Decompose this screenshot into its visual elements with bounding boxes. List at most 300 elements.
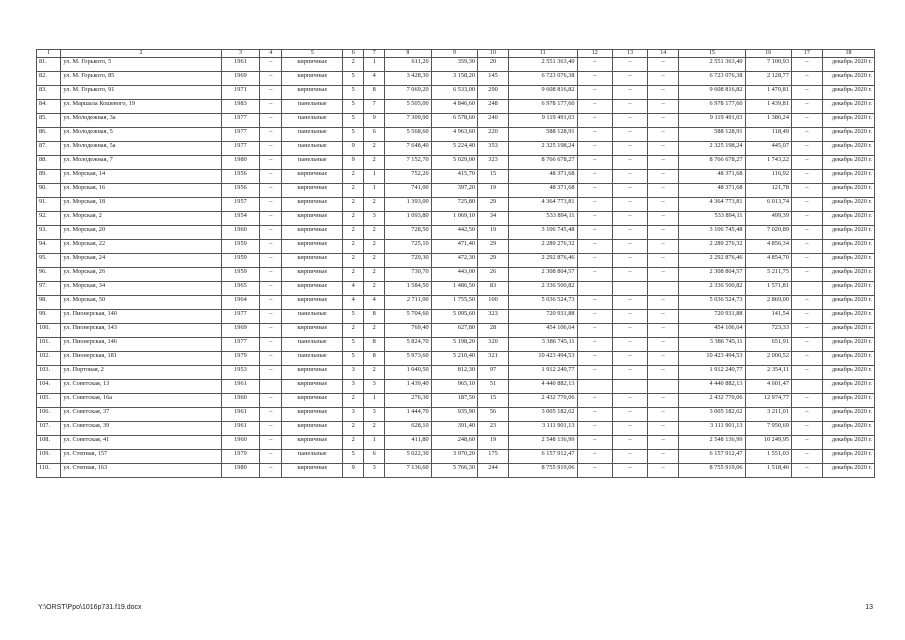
table-cell [612, 282, 647, 296]
table-cell: – [791, 184, 822, 198]
table-cell: 588 128,91 [509, 128, 578, 142]
document-path: Y:\ORST\Ppo\1016p731.f19.docx [38, 604, 142, 611]
table-cell: – [612, 310, 647, 324]
table-cell: 533 894,11 [509, 212, 578, 226]
table-cell: 1 912 240,77 [679, 366, 745, 380]
table-cell: 5 [343, 338, 364, 352]
table-row [37, 338, 875, 352]
table-cell: 2 [364, 254, 385, 268]
header-cell: 10 [478, 50, 509, 58]
table-cell: – [791, 450, 822, 464]
table-cell: 15 [478, 394, 509, 408]
table-cell: 8 [364, 310, 385, 324]
table-cell: 9 608 816,82 [509, 86, 578, 100]
header-cell: 13 [612, 50, 647, 58]
table-cell: декабрь 2020 г. [822, 394, 874, 408]
table-cell: – [260, 184, 282, 198]
table-cell: – [791, 226, 822, 240]
table-cell: 10 423 494,53 [509, 352, 578, 366]
table-cell: ул. Советская, 41 [61, 436, 221, 450]
table-cell: 4 364 773,81 [509, 198, 578, 212]
table-cell: 9 [343, 142, 364, 156]
table-cell [648, 380, 679, 394]
table-cell: ул. Морская, 2 [61, 212, 221, 226]
table-cell: 6 533,00 [431, 86, 477, 100]
table-cell: 6 978 177,60 [509, 100, 578, 114]
table-cell: – [648, 324, 679, 338]
table-row [37, 324, 875, 338]
table-cell: – [260, 422, 282, 436]
table-cell: 1959 [221, 240, 260, 254]
table-cell: ул. Молодежная, 7 [61, 156, 221, 170]
table-row [37, 310, 875, 324]
table-cell [612, 380, 647, 394]
table-cell: 4 440 882,13 [679, 380, 745, 394]
table-cell: 1964 [221, 296, 260, 310]
table-cell: – [260, 324, 282, 338]
table-cell: 100. [37, 324, 61, 338]
table-row [37, 380, 875, 394]
table-cell: – [648, 408, 679, 422]
table-cell: – [260, 352, 282, 366]
table-cell: – [260, 254, 282, 268]
table-cell: – [612, 226, 647, 240]
table-cell: – [612, 198, 647, 212]
table-cell: 533 894,11 [679, 212, 745, 226]
table-cell: декабрь 2020 г. [822, 310, 874, 324]
table-cell: 95. [37, 254, 61, 268]
table-cell: 2 [343, 254, 364, 268]
table-cell: 109. [37, 450, 61, 464]
table-cell: 3 005 182,62 [509, 408, 578, 422]
table-cell: 7 950,69 [745, 422, 791, 436]
table-cell: 2 548 136,99 [509, 436, 578, 450]
table-cell: декабрь 2020 г. [822, 128, 874, 142]
header-cell: 5 [282, 50, 343, 58]
table-cell: – [648, 114, 679, 128]
table-cell: 4 846,60 [431, 100, 477, 114]
table-cell: 3 211,01 [745, 408, 791, 422]
table-cell: 2 [343, 268, 364, 282]
table-cell: ул. Морская, 14 [61, 170, 221, 184]
table-cell: 5 [343, 352, 364, 366]
table-cell: декабрь 2020 г. [822, 212, 874, 226]
table-cell: 9 [343, 464, 364, 478]
table-row [37, 100, 875, 114]
table-cell: – [612, 254, 647, 268]
table-cell: – [612, 184, 647, 198]
table-cell: – [260, 296, 282, 310]
table-cell: декабрь 2020 г. [822, 142, 874, 156]
table-cell: 728,50 [385, 226, 431, 240]
table-cell: – [260, 464, 282, 478]
table-cell: декабрь 2020 г. [822, 198, 874, 212]
table-cell: 1959 [221, 254, 260, 268]
table-cell: 3 [343, 366, 364, 380]
table-cell: ул. Пионерская, 146 [61, 338, 221, 352]
table-cell: 3 106 745,48 [679, 226, 745, 240]
table-cell: – [791, 198, 822, 212]
table-cell: кирпичные [282, 170, 343, 184]
table-cell: 2 336 500,82 [679, 282, 745, 296]
table-cell: 359,30 [431, 58, 477, 72]
table-row [37, 254, 875, 268]
table-cell: 5 022,30 [385, 450, 431, 464]
table-cell: 2 325 198,24 [509, 142, 578, 156]
table-cell: – [791, 422, 822, 436]
table-cell: 56 [478, 408, 509, 422]
table-cell: 15 [478, 170, 509, 184]
table-cell: – [260, 310, 282, 324]
table-cell: 812,30 [431, 366, 477, 380]
table-cell: – [577, 254, 612, 268]
table-cell: декабрь 2020 г. [822, 282, 874, 296]
table-cell: – [612, 338, 647, 352]
table-row [37, 170, 875, 184]
table-cell: – [648, 212, 679, 226]
table-cell: – [612, 450, 647, 464]
table-cell: 1961 [221, 408, 260, 422]
table-cell: 19 [478, 436, 509, 450]
table-cell: 5 505,00 [385, 100, 431, 114]
table-cell: кирпичные [282, 282, 343, 296]
table-cell: 96. [37, 268, 61, 282]
table-row [37, 450, 875, 464]
table-cell: 6 013,74 [745, 198, 791, 212]
table-cell: 323 [478, 156, 509, 170]
table-row [37, 142, 875, 156]
table-cell: 1977 [221, 310, 260, 324]
table-cell: 1983 [221, 100, 260, 114]
table-row [37, 198, 875, 212]
table-cell: 110. [37, 464, 61, 478]
table-cell: 2 [364, 142, 385, 156]
table-cell: 3 111 901,13 [679, 422, 745, 436]
table-cell: ул. Советская, 16а [61, 394, 221, 408]
table-cell: – [260, 156, 282, 170]
table-cell: 121,78 [745, 184, 791, 198]
table-cell: 1 551,03 [745, 450, 791, 464]
table-cell: декабрь 2020 г. [822, 422, 874, 436]
table-row [37, 212, 875, 226]
table-row [37, 422, 875, 436]
table-cell: кирпичные [282, 212, 343, 226]
header-cell: 9 [431, 50, 477, 58]
table-cell: декабрь 2020 г. [822, 436, 874, 450]
table-cell: – [612, 170, 647, 184]
table-cell: 5 211,75 [745, 268, 791, 282]
table-cell: 2 [343, 170, 364, 184]
table-cell: 1979 [221, 450, 260, 464]
table-cell: 1961 [221, 380, 260, 394]
table-cell: 82. [37, 72, 61, 86]
table-cell: 7 100,93 [745, 58, 791, 72]
table-cell: 118,49 [745, 128, 791, 142]
table-cell: 92. [37, 212, 61, 226]
table-cell: 19 [478, 226, 509, 240]
table-cell: 3 970,20 [431, 450, 477, 464]
table-cell: 2 [343, 212, 364, 226]
table-cell: ул. Советская, 39 [61, 422, 221, 436]
header-cell: 3 [221, 50, 260, 58]
table-cell: 240 [478, 114, 509, 128]
table-cell: 1 [364, 394, 385, 408]
table-cell: 443,00 [431, 268, 477, 282]
table-cell: – [260, 212, 282, 226]
table-cell: 2 [364, 240, 385, 254]
table-cell: – [612, 142, 647, 156]
table-cell: 2 869,00 [745, 296, 791, 310]
table-cell: 48 371,68 [509, 170, 578, 184]
table-cell: – [648, 142, 679, 156]
table-cell: 1960 [221, 394, 260, 408]
table-cell: 6 157 912,47 [509, 450, 578, 464]
table-cell: 116,92 [745, 170, 791, 184]
table-cell: 411,80 [385, 436, 431, 450]
table-cell: 9 608 816,82 [679, 86, 745, 100]
table-cell: кирпичные [282, 422, 343, 436]
table-cell: кирпичные [282, 72, 343, 86]
table-cell: декабрь 2020 г. [822, 114, 874, 128]
table-cell: 2 432 770,06 [679, 394, 745, 408]
table-cell: 106. [37, 408, 61, 422]
table-cell: – [577, 436, 612, 450]
table-cell: ул. Степная, 157 [61, 450, 221, 464]
table-row [37, 352, 875, 366]
table-cell: панельные [282, 310, 343, 324]
header-cell: 11 [509, 50, 578, 58]
table-cell: 290 [478, 86, 509, 100]
table-cell: 7 [364, 100, 385, 114]
table-cell: – [612, 128, 647, 142]
table-cell: 8 [364, 86, 385, 100]
table-cell: 2 336 500,82 [509, 282, 578, 296]
table-cell: 105. [37, 394, 61, 408]
table-cell: 2 308 804,57 [509, 268, 578, 282]
table-cell: 100 [478, 296, 509, 310]
table-cell: 2 292 876,46 [509, 254, 578, 268]
table-cell: – [612, 394, 647, 408]
table-cell: 104. [37, 380, 61, 394]
table-cell: 720 931,88 [679, 310, 745, 324]
table-cell: – [612, 268, 647, 282]
table-cell: – [612, 464, 647, 478]
table-cell: панельные [282, 450, 343, 464]
header-row [37, 50, 875, 58]
table-cell: 29 [478, 198, 509, 212]
table-row [37, 128, 875, 142]
table-cell: 1 069,10 [431, 212, 477, 226]
table-cell: 1 571,81 [745, 282, 791, 296]
table-row [37, 268, 875, 282]
table-cell [260, 380, 282, 394]
table-cell: – [648, 338, 679, 352]
table-cell: 48 371,68 [679, 184, 745, 198]
table-cell: кирпичные [282, 58, 343, 72]
table-cell: 108. [37, 436, 61, 450]
table-cell: 97. [37, 282, 61, 296]
table-cell: 6 [364, 128, 385, 142]
table-cell: – [648, 226, 679, 240]
table-cell: 454 106,64 [679, 324, 745, 338]
table-row [37, 464, 875, 478]
table-cell: 9 119 491,03 [679, 114, 745, 128]
table-cell [577, 380, 612, 394]
table-cell: – [260, 128, 282, 142]
table-cell: 4 [343, 296, 364, 310]
table-row [37, 394, 875, 408]
table-cell: кирпичные [282, 268, 343, 282]
table-cell: 1 393,00 [385, 198, 431, 212]
table-cell: 415,70 [431, 170, 477, 184]
table-cell: 1 [364, 170, 385, 184]
table-cell: 353 [478, 142, 509, 156]
table-cell: 88. [37, 156, 61, 170]
table-cell: – [648, 254, 679, 268]
table-cell: 1 [364, 58, 385, 72]
table-cell: декабрь 2020 г. [822, 324, 874, 338]
table-cell: 12 974,77 [745, 394, 791, 408]
table-cell: 2 [343, 422, 364, 436]
table-cell: 2 289 276,32 [679, 240, 745, 254]
table-cell: ул. Морская, 26 [61, 268, 221, 282]
table-cell: 2 292 876,46 [679, 254, 745, 268]
table-cell: – [577, 310, 612, 324]
table-cell: ул. Маршала Кошевого, 19 [61, 100, 221, 114]
table-cell: 1960 [221, 226, 260, 240]
table-cell: 471,40 [431, 240, 477, 254]
table-cell: – [260, 198, 282, 212]
table-cell: 4 [343, 282, 364, 296]
table-cell: 2 354,11 [745, 366, 791, 380]
table-cell: 3 386 745,11 [509, 338, 578, 352]
table-cell: – [612, 366, 647, 380]
table-cell: – [648, 422, 679, 436]
table-cell: – [791, 408, 822, 422]
table-cell: – [577, 240, 612, 254]
table-cell: – [648, 86, 679, 100]
table-cell: 725,10 [385, 240, 431, 254]
table-cell: 276,30 [385, 394, 431, 408]
table-cell: 2 [343, 58, 364, 72]
table-cell: – [260, 240, 282, 254]
table-cell: – [791, 254, 822, 268]
table-cell [648, 282, 679, 296]
table-cell: 720 931,88 [509, 310, 578, 324]
table-cell: декабрь 2020 г. [822, 338, 874, 352]
table-cell: 248 [478, 100, 509, 114]
table-cell: 2 [364, 198, 385, 212]
table-cell: 1953 [221, 366, 260, 380]
table-cell: 1 518,46 [745, 464, 791, 478]
table-cell: – [612, 436, 647, 450]
table-cell: 1 912 240,77 [509, 366, 578, 380]
table-cell: 1977 [221, 128, 260, 142]
table-cell: 8 [364, 338, 385, 352]
table-cell: 3 106 745,48 [509, 226, 578, 240]
table-cell: – [577, 450, 612, 464]
table-cell: кирпичные [282, 464, 343, 478]
table-cell: – [791, 170, 822, 184]
table-cell: 1961 [221, 58, 260, 72]
table-cell: 320 [478, 338, 509, 352]
table-cell: 1977 [221, 114, 260, 128]
table-cell: – [577, 72, 612, 86]
table-cell: 5 [343, 114, 364, 128]
table-cell: – [648, 58, 679, 72]
table-cell: кирпичные [282, 380, 343, 394]
table-cell: 2 128,77 [745, 72, 791, 86]
table-cell: 5 568,60 [385, 128, 431, 142]
table-cell: декабрь 2020 г. [822, 408, 874, 422]
table-cell: – [612, 408, 647, 422]
table-cell: 627,80 [431, 324, 477, 338]
table-row [37, 282, 875, 296]
table-cell [577, 282, 612, 296]
table-cell: – [612, 100, 647, 114]
table-cell: 1 093,80 [385, 212, 431, 226]
table-cell: 1 486,50 [431, 282, 477, 296]
table-cell: 6 [364, 450, 385, 464]
table-row [37, 366, 875, 380]
table-row [37, 436, 875, 450]
table-cell: – [791, 352, 822, 366]
table-cell [791, 282, 822, 296]
table-cell: 93. [37, 226, 61, 240]
table-cell: 4 [364, 72, 385, 86]
table-cell: 5 210,40 [431, 352, 477, 366]
table-cell: 187,50 [431, 394, 477, 408]
table-cell: кирпичные [282, 226, 343, 240]
table-cell: 7 152,70 [385, 156, 431, 170]
table-cell: 101. [37, 338, 61, 352]
table-cell: декабрь 2020 г. [822, 352, 874, 366]
table-cell: 725,80 [431, 198, 477, 212]
table-cell: – [577, 142, 612, 156]
table-cell: 2 [343, 324, 364, 338]
table-cell: 19 [478, 184, 509, 198]
table-cell: 6 578,60 [431, 114, 477, 128]
table-cell: 1 439,81 [745, 100, 791, 114]
table-cell: 2 [364, 268, 385, 282]
table-cell: 34 [478, 212, 509, 226]
table-cell: – [260, 58, 282, 72]
table-cell: 3 158,20 [431, 72, 477, 86]
table-row [37, 86, 875, 100]
table-cell: 1 040,50 [385, 366, 431, 380]
table-cell: декабрь 2020 г. [822, 170, 874, 184]
table-cell: ул. Молодежная, 5 [61, 128, 221, 142]
table-cell: – [648, 198, 679, 212]
table-cell: 2 [364, 324, 385, 338]
table-cell: 5 [343, 450, 364, 464]
table-cell: 103. [37, 366, 61, 380]
table-cell: 10 249,95 [745, 436, 791, 450]
table-cell: 1969 [221, 72, 260, 86]
table-cell: – [648, 436, 679, 450]
table-cell: 5 095,60 [431, 310, 477, 324]
table-cell: 3 [343, 408, 364, 422]
table-cell: кирпичные [282, 394, 343, 408]
table-row [37, 114, 875, 128]
table-cell: 5 [343, 100, 364, 114]
table-cell: – [791, 86, 822, 100]
table-cell: кирпичные [282, 198, 343, 212]
table-cell: 3 005 182,62 [679, 408, 745, 422]
table-cell: – [577, 324, 612, 338]
table-cell: декабрь 2020 г. [822, 380, 874, 394]
table-cell: – [791, 72, 822, 86]
